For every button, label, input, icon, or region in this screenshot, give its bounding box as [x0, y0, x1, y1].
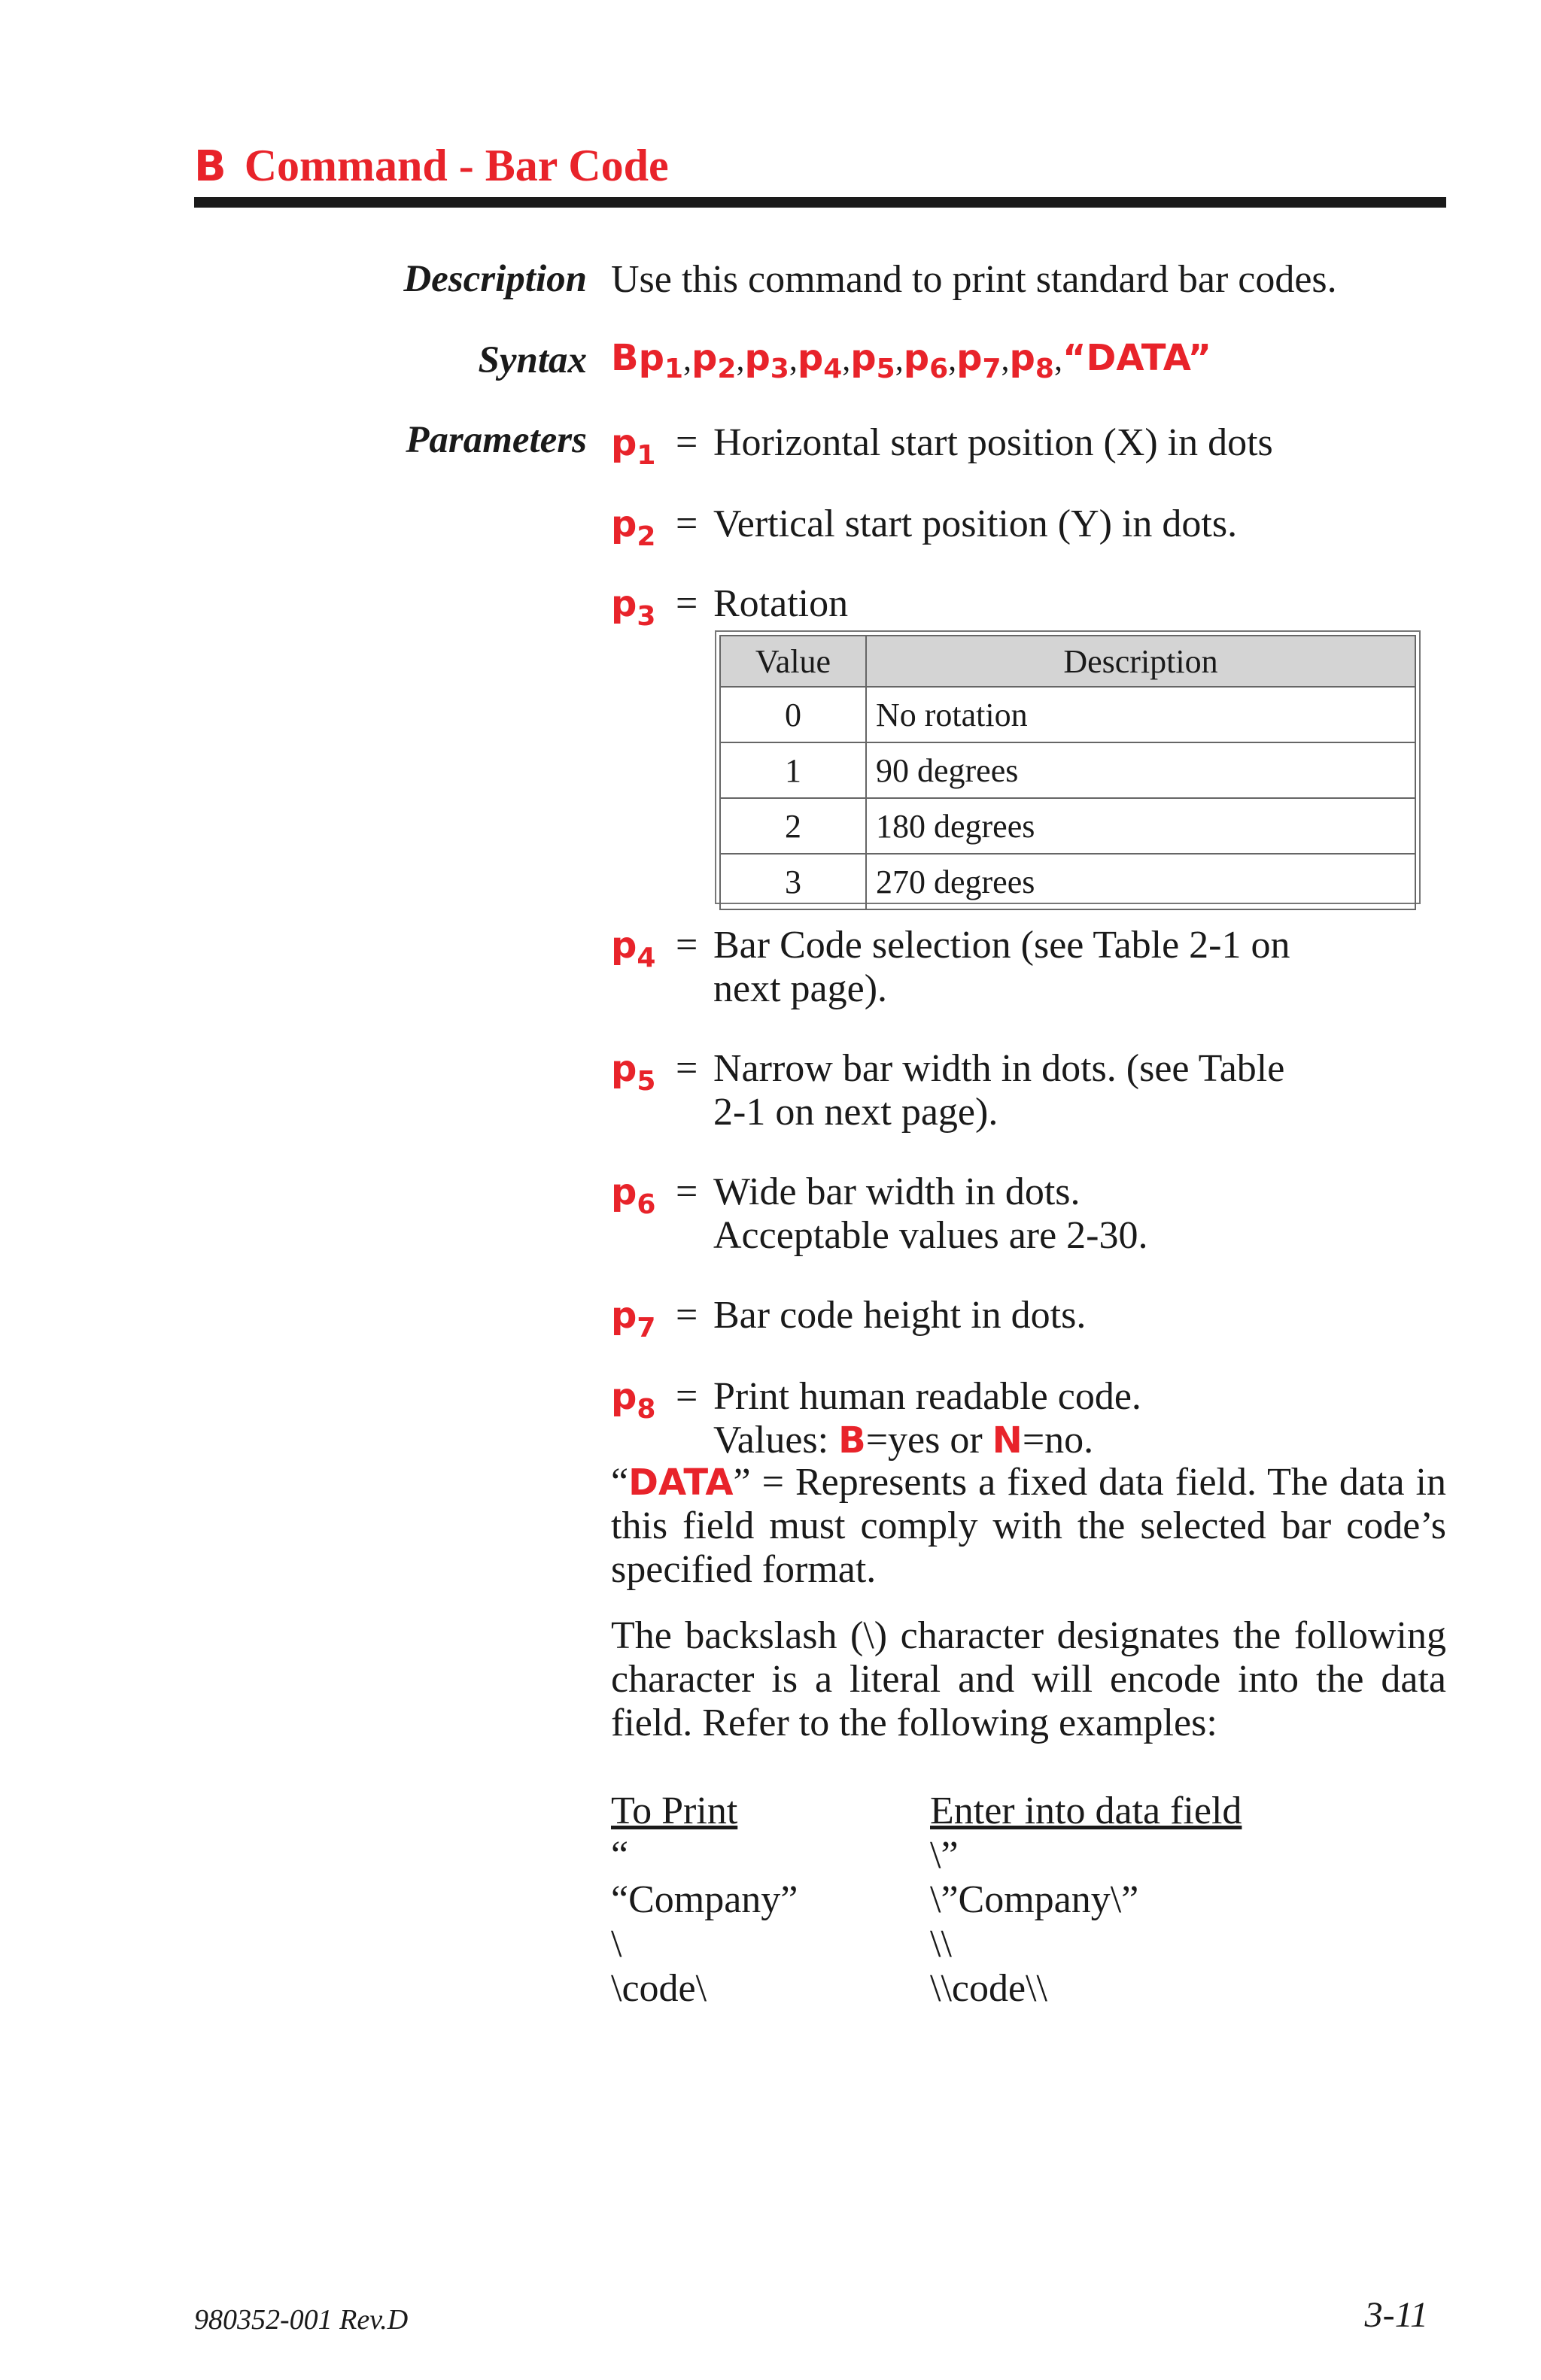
- param-name: $p_7$: [611, 1295, 656, 1343]
- syntax-param: $p_1$: [638, 337, 684, 384]
- syntax-param: $p_8$: [1009, 337, 1054, 384]
- header-rule: [194, 197, 1446, 208]
- example-item: \\: [930, 1923, 952, 1966]
- param-description: Vertical start position (Y) in dots.: [713, 502, 1238, 545]
- syntax-separator: ,: [1053, 341, 1062, 378]
- description-label: Description: [403, 258, 587, 300]
- section-header: [194, 140, 669, 192]
- syntax-param: $p_6$: [903, 337, 949, 384]
- syntax-label: Syntax: [478, 339, 587, 381]
- page-number: 3-11: [1364, 2295, 1428, 2335]
- param-description: next page).: [713, 967, 888, 1010]
- example-item: “Company”: [611, 1878, 798, 1921]
- syntax-param: $p_7$: [956, 337, 1001, 384]
- param-description: Acceptable values are 2-30.: [713, 1214, 1148, 1257]
- data-keyword: DATA: [628, 1462, 734, 1504]
- param-name: $p_2$: [611, 503, 656, 552]
- description-cell: 180 degrees: [866, 798, 1415, 854]
- table-row: [720, 854, 1415, 909]
- to-print-header: To Print: [611, 1790, 738, 1832]
- syntax-value: [611, 337, 1211, 384]
- enter-header: Enter into data field: [930, 1790, 1242, 1832]
- value-cell: 1: [720, 742, 866, 798]
- example-item: \: [611, 1923, 622, 1966]
- section-title: Command - Bar Code: [244, 141, 669, 190]
- param-description: Rotation: [713, 582, 849, 625]
- syntax-separator: ,: [842, 341, 851, 378]
- description-cell: 90 degrees: [866, 742, 1415, 798]
- table-row: [720, 687, 1415, 742]
- param-description: Horizontal start position (X) in dots: [713, 421, 1273, 464]
- syntax-separator: ,: [683, 341, 692, 378]
- param-name: $p_4$: [611, 924, 656, 973]
- syntax-separator: ,: [736, 341, 745, 378]
- param-description: 2-1 on next page).: [713, 1091, 998, 1134]
- param-name: $p_1$: [611, 422, 656, 471]
- syntax-separator: ,: [948, 341, 957, 378]
- value-cell: 0: [720, 687, 866, 742]
- syntax-separator: ,: [895, 341, 904, 378]
- example-item: “: [611, 1834, 629, 1877]
- parameters-label: Parameters: [406, 419, 587, 461]
- syntax-param: $p_2$: [691, 337, 737, 384]
- example-item: \code\: [611, 1967, 707, 2010]
- example-item: \”Company\”: [930, 1878, 1139, 1921]
- param-description: Bar Code selection (see Table 2-1 on: [713, 924, 1290, 967]
- param-description: Narrow bar width in dots. (see Table: [713, 1047, 1285, 1090]
- data-field-description: “DATA” = Represents a fixed data field. The data in this field must comply with the selected bar code’s specified format.: [611, 1461, 1446, 1591]
- column-header-value: Value: [720, 636, 866, 687]
- to-print-column: [611, 1789, 798, 2011]
- doc-number: 980352-001 Rev.D: [194, 2304, 409, 2336]
- description-cell: 270 degrees: [866, 854, 1415, 909]
- no-key: N: [992, 1419, 1023, 1462]
- param-name: $p_3$: [611, 583, 656, 632]
- syntax-separator: ,: [789, 341, 798, 378]
- param-name: $p_5$: [611, 1048, 656, 1097]
- column-header-description: Description: [866, 636, 1415, 687]
- p8-values: Values: B=yes or N=no.: [713, 1419, 1094, 1462]
- description-cell: No rotation: [866, 687, 1415, 742]
- value-cell: 3: [720, 854, 866, 909]
- param-description: Bar code height in dots.: [713, 1294, 1087, 1337]
- syntax-param: $p_3$: [744, 337, 789, 384]
- example-item: \”: [930, 1834, 959, 1877]
- param-description: Print human readable code.: [713, 1375, 1141, 1418]
- syntax-param: $p_4$: [797, 337, 843, 384]
- syntax-param: $p_5$: [850, 337, 895, 384]
- syntax-separator: ,: [1001, 341, 1010, 378]
- syntax-data: “DATA”: [1062, 337, 1212, 379]
- backslash-description: The backslash (\) character designates the following character is a literal and will encode into the data field. Refer to the following examples:: [611, 1614, 1446, 1744]
- param-name: $p_8$: [611, 1376, 656, 1425]
- table-row: [720, 798, 1415, 854]
- yes-key: B: [838, 1419, 866, 1462]
- syntax-command: B: [611, 337, 639, 379]
- enter-column: [930, 1789, 1242, 2011]
- description-text: Use this command to print standard bar codes.: [611, 258, 1337, 301]
- value-cell: 2: [720, 798, 866, 854]
- param-description: Wide bar width in dots.: [713, 1170, 1081, 1213]
- rotation-table: [715, 630, 1421, 904]
- command-letter: B: [194, 142, 226, 191]
- table-row: [720, 742, 1415, 798]
- example-item: \\code\\: [930, 1967, 1047, 2010]
- param-name: $p_6$: [611, 1171, 656, 1220]
